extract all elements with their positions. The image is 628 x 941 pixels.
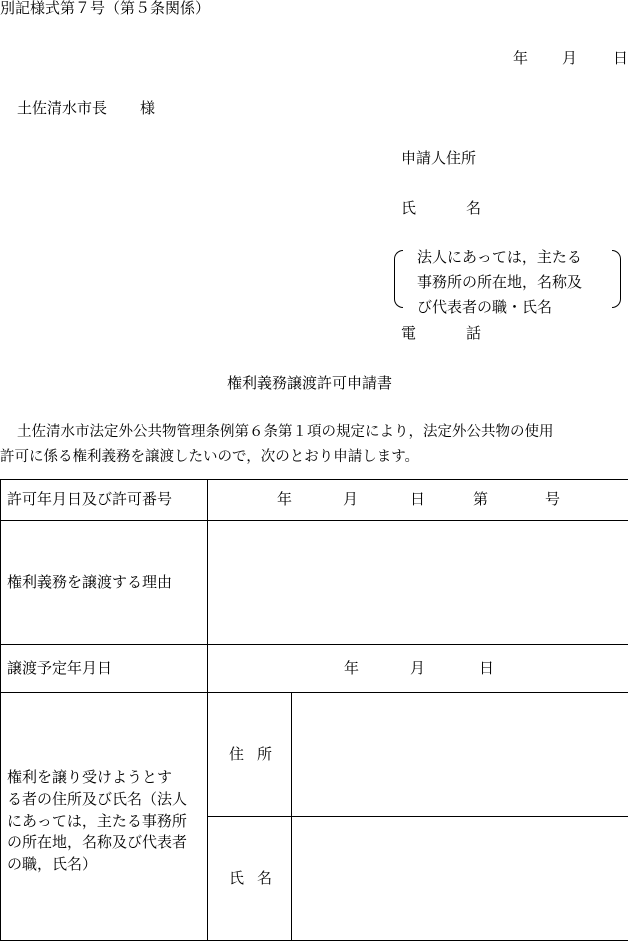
permit-year-label: 年 <box>277 492 292 507</box>
transferee-address-value-cell[interactable] <box>292 693 628 817</box>
transfer-date-value-cell[interactable] <box>208 645 628 693</box>
permit-day-label: 日 <box>410 492 425 507</box>
body-text-line-2: 許可に係る権利義務を譲渡したいので，次のとおり申請します。 <box>0 450 419 465</box>
transfer-year-label: 年 <box>344 661 359 676</box>
table-row-permit <box>1 480 628 521</box>
transferee-address-label-2: 所 <box>257 747 272 762</box>
left-parenthesis <box>394 250 403 308</box>
form-number: 別記様式第７号（第５条関係） <box>0 1 210 16</box>
transferee-label-line-2: る者の住所及び氏名（法人 <box>7 789 207 811</box>
corp-note-line-1: 法人にあっては，主たる <box>417 250 582 265</box>
table-row-transfer-date <box>1 645 628 693</box>
transferee-name-value-cell[interactable] <box>292 817 628 941</box>
permit-date-number-label-cell <box>1 480 208 521</box>
transferee-name-label-1: 氏 <box>229 871 244 886</box>
permit-month-label: 月 <box>343 492 358 507</box>
date-year-label: 年 <box>513 51 528 66</box>
transferee-label-line-4: の所在地，名称及び代表者 <box>7 832 207 854</box>
permit-go-label: 号 <box>545 492 560 507</box>
date-month-label: 月 <box>562 51 577 66</box>
transferee-label-line-1: 権利を譲り受けようとす <box>7 767 207 789</box>
transfer-reason-label: 権利義務を譲渡する理由 <box>7 573 172 591</box>
transferee-label-line-5: の職，氏名） <box>7 854 207 876</box>
permit-date-number-value-cell[interactable] <box>208 480 628 521</box>
applicant-name-label-2: 名 <box>466 201 481 216</box>
addressee: 土佐清水市長 <box>17 101 107 116</box>
corp-note-line-2: 事務所の所在地，名称及 <box>417 275 582 290</box>
applicant-address-label: 申請人住所 <box>401 151 476 166</box>
transfer-day-label: 日 <box>479 661 494 676</box>
transfer-reason-value-cell[interactable] <box>208 521 628 645</box>
transferee-name-label-2: 名 <box>257 871 272 886</box>
addressee-honorific: 様 <box>140 101 155 116</box>
transferee-address-label-cell <box>208 693 292 817</box>
permit-date-number-label: 許可年月日及び許可番号 <box>7 490 172 508</box>
transferee-address-label-1: 住 <box>229 747 244 762</box>
transfer-date-label-cell <box>1 645 208 693</box>
transfer-month-label: 月 <box>410 661 425 676</box>
transferee-label-cell <box>1 693 208 941</box>
applicant-name-label-1: 氏 <box>401 201 416 216</box>
document-title: 権利義務譲渡許可申請書 <box>227 376 392 391</box>
body-text-line-1: 土佐清水市法定外公共物管理条例第６条第１項の規定により，法定外公共物の使用 <box>17 425 554 440</box>
transfer-date-label: 譲渡予定年月日 <box>7 659 112 677</box>
right-parenthesis <box>612 250 621 308</box>
permit-dai-label: 第 <box>473 492 488 507</box>
corp-note-line-3: び代表者の職・氏名 <box>417 300 552 315</box>
applicant-phone-label-1: 電 <box>401 326 416 341</box>
table-row-reason <box>1 521 628 645</box>
transferee-name-label-cell <box>208 817 292 941</box>
transfer-reason-label-cell <box>1 521 208 645</box>
applicant-phone-label-2: 話 <box>466 326 481 341</box>
date-day-label: 日 <box>613 51 628 66</box>
transferee-label-line-3: にあっては，主たる事務所 <box>7 811 207 833</box>
table-row-transferee-address <box>1 693 628 817</box>
application-table <box>0 479 628 941</box>
